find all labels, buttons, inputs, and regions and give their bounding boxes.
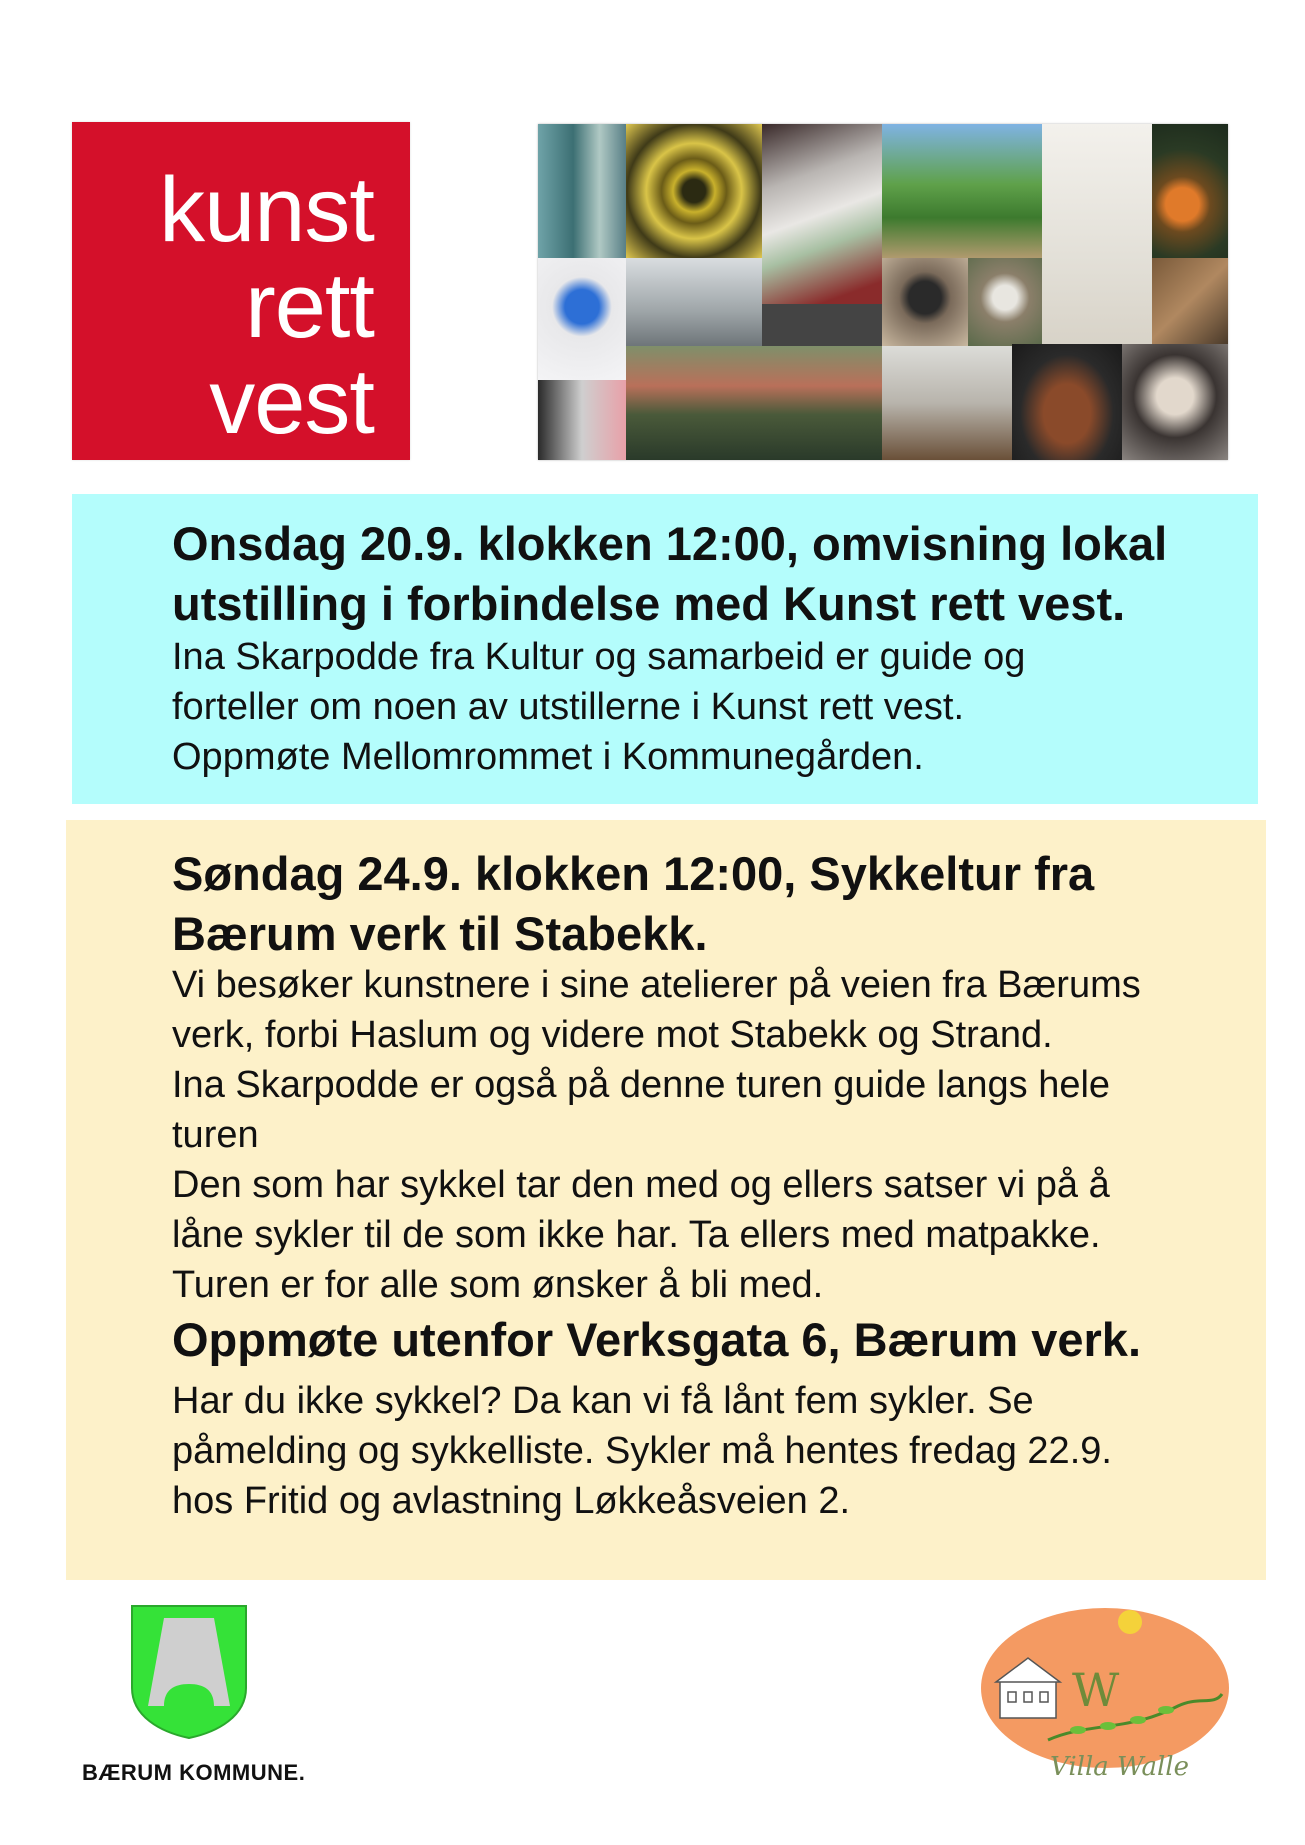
collage-tile [1012, 344, 1122, 460]
collage-tile [626, 258, 762, 346]
logo-word-kunst: kunst [159, 159, 374, 261]
collage-tile [538, 124, 626, 258]
collage-tile [626, 124, 762, 258]
event-sunday-box [66, 820, 1266, 1580]
collage-tile [1152, 258, 1228, 344]
event-sunday-body: Vi besøker kunstnere i sine atelierer på veien fra Bærums verk, forbi Haslum og videre mot Stabekk og Strand. Ina Skarpodde er også på denne turen guide langs hele turen Den som har sykkel tar den med og ellers satser vi på å låne sykler til de som ikke har. Ta ellers med matpakke. Turen er for alle som ønsker å bli med. [172, 964, 1141, 1306]
collage-tile [1122, 344, 1228, 460]
logo-word-rett: rett [245, 255, 374, 357]
collage-tile [762, 124, 882, 304]
villa-walle-label: Villa Walle [1050, 1752, 1190, 1782]
event-wednesday-body: Ina Skarpodde fra Kultur og samarbeid er guide og forteller om noen av utstillerne i Kunst rett vest. Oppmøte Mellomrommet i Kommunegården. [172, 636, 1026, 778]
baerum-coat-of-arms-icon [130, 1604, 248, 1740]
collage-tile [882, 346, 1012, 460]
event-wednesday-heading: Onsdag 20.9. klokken 12:00, omvisning lokal utstilling i forbindelse med Kunst rett vest. [172, 517, 1168, 630]
event-sunday-heading: Søndag 24.9. klokken 12:00, Sykkeltur fra Bærum verk til Stabekk. [172, 847, 1095, 960]
collage-tile [538, 258, 626, 380]
collage-tile [882, 258, 968, 346]
collage-tile [882, 124, 1042, 258]
event-wednesday-box [72, 494, 1258, 804]
event-sunday-meeting: Oppmøte utenfor Verksgata 6, Bærum verk. [172, 1313, 1142, 1366]
baerum-kommune-label: BÆRUM KOMMUNE. [82, 1760, 306, 1785]
collage-tile [1042, 124, 1152, 344]
artwork-collage [538, 124, 1228, 460]
svg-text:W: W [1072, 1663, 1120, 1717]
collage-tile [626, 346, 882, 460]
collage-tile [1152, 124, 1228, 258]
kunst-rett-vest-logo [72, 122, 410, 460]
collage-tile [968, 258, 1042, 346]
logo-word-vest: vest [209, 351, 374, 453]
event-sunday-extra: Har du ikke sykkel? Da kan vi få lånt fem sykler. Se påmelding og sykkelliste. Sykler må hentes fredag 22.9. hos Fritid og avlastning Løkkeåsveien 2. [172, 1380, 1112, 1522]
collage-tile [538, 380, 626, 460]
